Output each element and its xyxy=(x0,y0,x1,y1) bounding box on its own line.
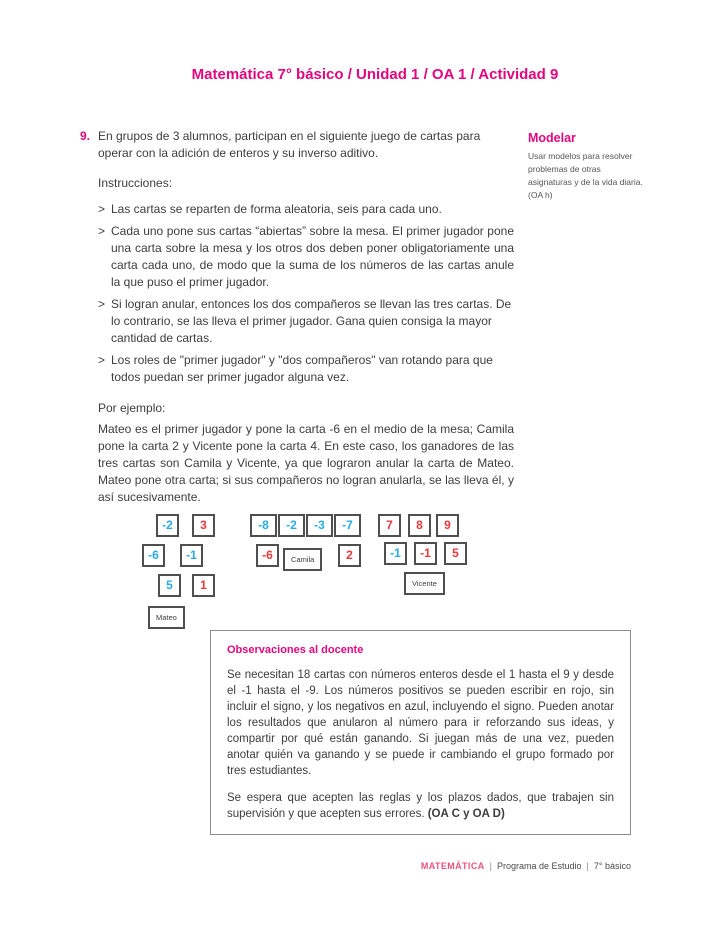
observations-text: Se espera que acepten las reglas y los plazos dados, que trabajen sin supervisión y que acepten sus errores. xyxy=(227,792,614,820)
instruction-item xyxy=(98,296,514,347)
page-title: Matemática 7° básico / Unidad 1 / OA 1 / Actividad 9 xyxy=(191,66,559,83)
bullet-marker: > xyxy=(98,224,106,238)
activity-intro-text: En grupos de 3 alumnos, participan en el siguiente juego de cartas para operar con la adición de enteros y su inverso aditivo. xyxy=(98,129,481,160)
instruction-text: Si logran anular, entonces los dos compañeros se llevan las tres cartas. De lo contrario, se las lleva el primer jugador. Gana quien consiga la mayor cantidad de cartas. xyxy=(111,297,512,345)
playing-card: 7 xyxy=(378,514,401,537)
example-text: Mateo es el primer jugador y pone la carta -6 en el medio de la mesa; Camila pone la carta 2 y Vicente pone la carta 4. En este caso, los ganadores de las tres cartas son Camila y Vicente, ya que lograron anular la carta de Mateo. Mateo pone otra carta; si sus compañeros no logran anularla, se las lleva él, y así sucesivamente. xyxy=(98,422,514,504)
playing-card: -2 xyxy=(278,514,305,537)
observations-paragraph xyxy=(227,790,614,822)
instructions-label: Instrucciones: xyxy=(98,176,173,190)
observations-oa-reference: (OA C y OA D) xyxy=(427,808,505,820)
playing-card: 8 xyxy=(408,514,431,537)
example-label: Por ejemplo: xyxy=(98,401,166,415)
footer-separator: | xyxy=(489,861,492,871)
player-name-label: Vicente xyxy=(404,572,445,595)
instruction-text: Cada uno pone sus cartas “abiertas” sobre la mesa. El primer jugador pone una carta sobre la mesa y los otros dos deben poner obligatoriamente una carta cada uno, de modo que la suma de los números de las cartas anule la que puso el primer jugador. xyxy=(111,224,514,289)
player-name-label: Mateo xyxy=(148,606,185,629)
instruction-item xyxy=(98,352,514,386)
activity-number: 9. xyxy=(80,129,91,143)
playing-card: 5 xyxy=(158,574,181,597)
instruction-text: Los roles de "primer jugador" y "dos compañeros" van rotando para que todos puedan ser primer jugador alguna vez. xyxy=(111,353,493,384)
instructions-list xyxy=(80,201,514,386)
teacher-observations-box xyxy=(210,630,631,835)
footer-grade: 7° básico xyxy=(593,861,631,871)
main-content xyxy=(80,128,514,632)
instruction-item xyxy=(98,223,514,291)
playing-card: -1 xyxy=(180,544,203,567)
observations-heading: Observaciones al docente xyxy=(227,644,364,656)
observations-paragraph: Se necesitan 18 cartas con números enteros desde el 1 hasta el 9 y desde el -1 hasta el -9. Los números positivos se pueden escribir en rojo, sin incluir el signo, y los negativos en azul, incluyendo el signo. Pueden anotar los resultados que anularon al número para ir reforzando sus ideas, y compartir por qué están ganando. Si juegan más de una vez, pueden anotar quién va ganando y se puede ir cambiando el grupo formado por tres estudiantes. xyxy=(227,669,614,777)
bullet-marker: > xyxy=(98,297,106,311)
playing-card: -6 xyxy=(256,544,279,567)
cards-illustration xyxy=(80,514,514,632)
playing-card: -1 xyxy=(384,542,407,565)
instruction-text: Las cartas se reparten de forma aleatoria, seis para cada uno. xyxy=(111,202,442,216)
instruction-item xyxy=(98,201,514,218)
bullet-marker: > xyxy=(98,353,106,367)
margin-note-heading: Modelar xyxy=(528,131,576,145)
footer-brand: MATEMÁTICA xyxy=(420,861,485,871)
footer-program: Programa de Estudio xyxy=(496,861,582,871)
playing-card: -7 xyxy=(334,514,361,537)
margin-note xyxy=(528,131,646,202)
page-footer xyxy=(80,861,631,871)
activity-intro xyxy=(80,128,514,162)
playing-card: 5 xyxy=(444,542,467,565)
playing-card: -6 xyxy=(142,544,165,567)
playing-card: -3 xyxy=(306,514,333,537)
playing-card: 9 xyxy=(436,514,459,537)
playing-card: 2 xyxy=(338,544,361,567)
playing-card: 3 xyxy=(192,514,215,537)
footer-separator: | xyxy=(586,861,589,871)
playing-card: 1 xyxy=(192,574,215,597)
playing-card: -8 xyxy=(250,514,277,537)
player-name-label: Camila xyxy=(283,548,322,571)
playing-card: -1 xyxy=(414,542,437,565)
playing-card: -2 xyxy=(156,514,179,537)
bullet-marker: > xyxy=(98,202,106,216)
margin-note-body: Usar modelos para resolver problemas de otras asignaturas y de la vida diaria. (OA h) xyxy=(528,151,643,200)
